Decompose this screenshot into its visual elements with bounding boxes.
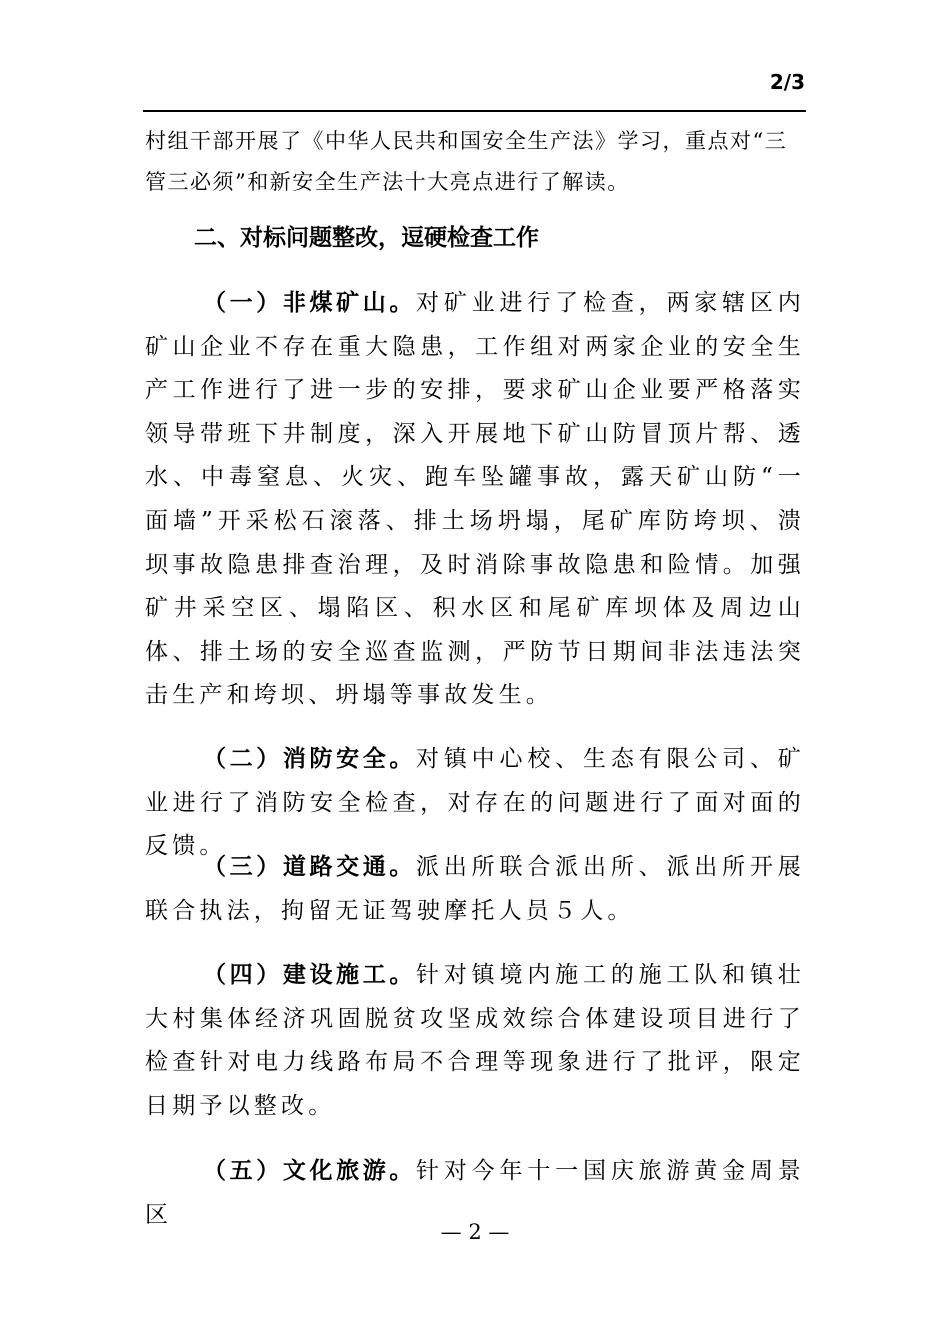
paragraph-body: 针对今年十一国庆旅游黄金周景区 [145,1158,805,1228]
paragraph-lead: （二）消防安全。 [203,746,417,772]
paragraph-body: 针对镇境内施工的施工队和镇壮大村集体经济巩固脱贫攻坚成效综合体建设项目进行了检查针对电力线路布局不合理等现象进行了批评，限定日期予以整改。 [145,962,805,1119]
paragraph-lead: （四）建设施工。 [203,962,417,988]
paragraph-lead: （五）文化旅游。 [203,1158,417,1184]
paragraph-mining [145,282,805,718]
paragraph-construction [145,954,805,1128]
continuation-paragraph: 村组干部开展了《中华人民共和国安全生产法》学习，重点对“三管三必须”和新安全生产法十大亮点进行了解读。 [145,129,788,194]
paragraph-road-traffic [145,846,805,933]
paragraph-lead: （三）道路交通。 [203,854,417,880]
page-counter: 2/3 [769,70,805,94]
paragraph-body: 派出所联合派出所、派出所开展联合执法，拘留无证驾驶摩托人员５人。 [145,854,805,924]
page-number: — 2 — [440,1220,510,1244]
paragraph-body: 对镇中心校、生态有限公司、矿业进行了消防安全检查，对存在的问题进行了面对面的反馈。 [145,746,805,860]
paragraph-body: 对矿业进行了检查，两家辖区内矿山企业不存在重大隐患，工作组对两家企业的安全生产工作进行了进一步的安排，要求矿山企业要严格落实领导带班下井制度，深入开展地下矿山防冒顶片帮、透水、中毒窒息、火灾、跑车坠罐事故，露天矿山防“一面墙”开采松石滚落、排土场坍塌，尾矿库防垮坝、溃坝事故隐患排查治理，及时消除事故隐患和险情。加强矿井采空区、塌陷区、积水区和尾矿库坝体及周边山体、排土场的安全巡查监测，严防节日期间非法违法突击生产和垮坝、坍塌等事故发生。 [145,290,805,709]
header-rule [143,110,806,112]
paragraph-lead: （一）非煤矿山。 [203,290,417,316]
section-heading: 二、对标问题整改，逗硬检查工作 [194,225,539,251]
